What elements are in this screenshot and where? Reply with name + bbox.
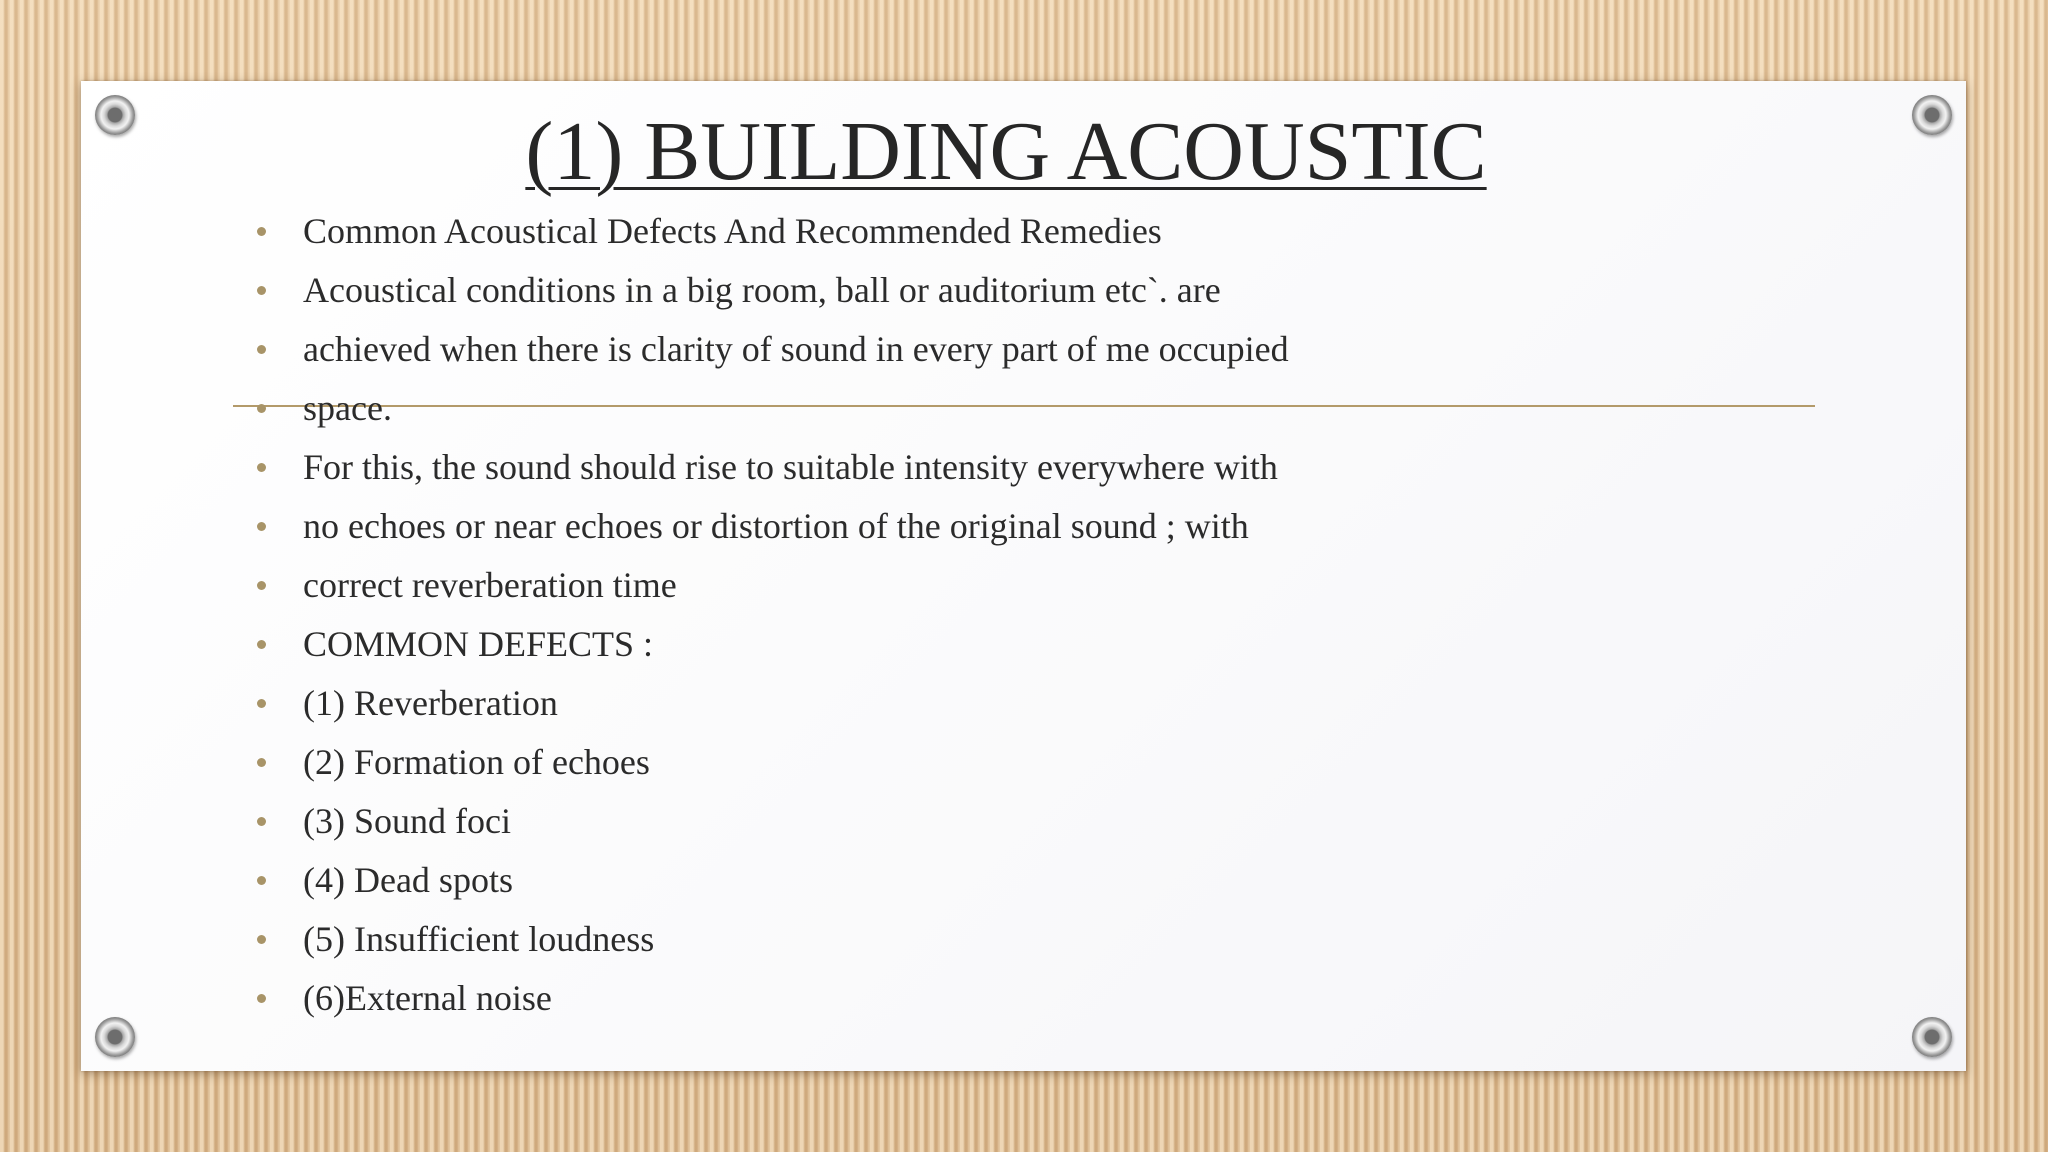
- bullet-text: (2) Formation of echoes: [303, 742, 650, 782]
- bullet-list: [254, 202, 1289, 1028]
- bullet-dot-icon: [257, 227, 266, 236]
- bullet-item: [254, 202, 1289, 261]
- bullet-text: no echoes or near echoes or distortion of the original sound ; with: [303, 506, 1249, 546]
- bullet-text: (4) Dead spots: [303, 860, 513, 900]
- bullet-text: (1) Reverberation: [303, 683, 558, 723]
- bullet-text: Common Acoustical Defects And Recommended Remedies: [303, 211, 1162, 251]
- bullet-dot-icon: [257, 345, 266, 354]
- bullet-dot-icon: [257, 581, 266, 590]
- bullet-text: space.: [303, 388, 392, 428]
- bullet-item: [254, 438, 1289, 497]
- bullet-dot-icon: [257, 817, 266, 826]
- bullet-text: achieved when there is clarity of sound in every part of me occupied: [303, 329, 1289, 369]
- bullet-dot-icon: [257, 522, 266, 531]
- bullet-text: (3) Sound foci: [303, 801, 511, 841]
- slide-title-text: (1) BUILDING ACOUSTIC: [525, 105, 1487, 198]
- bullet-item: [254, 851, 1289, 910]
- bullet-dot-icon: [257, 463, 266, 472]
- bottom-left-grommet-icon: [95, 1017, 135, 1057]
- bullet-item: [254, 792, 1289, 851]
- bullet-text: correct reverberation time: [303, 565, 677, 605]
- bullet-dot-icon: [257, 876, 266, 885]
- bullet-item: [254, 969, 1289, 1028]
- bullet-dot-icon: [257, 699, 266, 708]
- bullet-text: (5) Insufficient loudness: [303, 919, 655, 959]
- bullet-item: [254, 556, 1289, 615]
- bullet-item: [254, 320, 1289, 379]
- slide-title: [0, 102, 2012, 202]
- bullet-item: [254, 497, 1289, 556]
- bullet-dot-icon: [257, 640, 266, 649]
- bullet-item: [254, 261, 1289, 320]
- bullet-dot-icon: [257, 935, 266, 944]
- bullet-dot-icon: [257, 994, 266, 1003]
- bullet-item: [254, 733, 1289, 792]
- bottom-right-grommet-icon: [1912, 1017, 1952, 1057]
- bullet-text: For this, the sound should rise to suitable intensity everywhere with: [303, 447, 1278, 487]
- bullet-item: [254, 615, 1289, 674]
- bullet-item: [254, 674, 1289, 733]
- bullet-dot-icon: [257, 286, 266, 295]
- bullet-item: [254, 910, 1289, 969]
- bullet-dot-icon: [257, 404, 266, 413]
- bullet-text: (6)External noise: [303, 978, 552, 1018]
- bullet-dot-icon: [257, 758, 266, 767]
- bullet-text: Acoustical conditions in a big room, ball or auditorium etc`. are: [303, 270, 1221, 310]
- bullet-text: COMMON DEFECTS :: [303, 624, 654, 664]
- bullet-item: [254, 379, 1289, 438]
